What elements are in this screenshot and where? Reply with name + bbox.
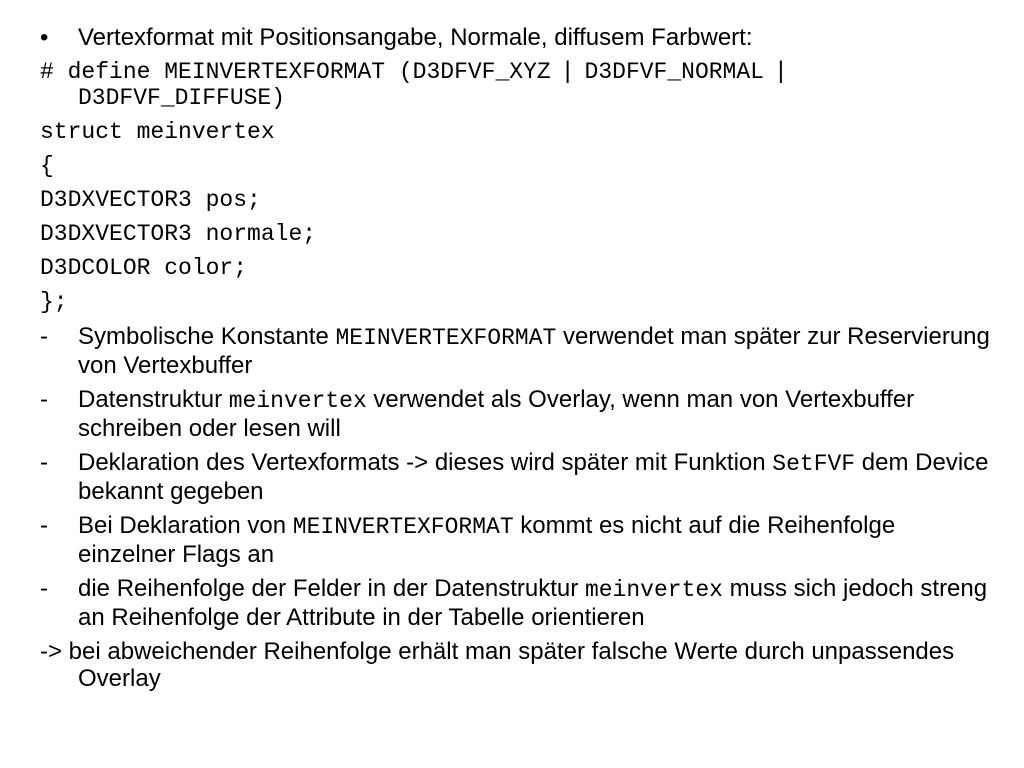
note-text: muss sich jedoch streng an Reihenfolge der Attribute in der Tabelle orientieren	[78, 575, 988, 631]
dash-marker: -	[40, 323, 48, 350]
flag-separator: |	[564, 57, 571, 84]
note-item	[40, 323, 990, 379]
bullet-marker: •	[40, 24, 49, 51]
code-open-brace: {	[40, 153, 54, 179]
note-code: MEINVERTEXFORMAT	[335, 325, 557, 351]
define-mid: D3DFVF_NORMAL	[570, 59, 778, 85]
code-field-normale: D3DXVECTOR3 normale;	[40, 221, 317, 247]
note-text: kommt es nicht auf die Reihenfolge einzelner Flags an	[78, 512, 896, 568]
note-item	[40, 449, 990, 505]
dash-marker: -	[40, 449, 48, 476]
note-code: MEINVERTEXFORMAT	[292, 514, 514, 540]
note-text: Bei Deklaration von	[78, 512, 293, 539]
note-item	[40, 512, 990, 568]
code-close-brace: };	[40, 289, 68, 315]
note-code: SetFVF	[772, 451, 856, 477]
dash-marker: -	[40, 575, 48, 602]
define-suffix: D3DFVF_DIFFUSE)	[78, 85, 286, 111]
note-item	[40, 386, 990, 442]
slide-content	[40, 24, 990, 699]
note-code: meinvertex	[584, 577, 723, 603]
note-text: die Reihenfolge der Felder in der Datenstruktur	[78, 575, 585, 602]
flag-separator: |	[777, 57, 785, 84]
note-text: dem Device bekannt gegeben	[78, 449, 989, 505]
note-text: verwendet als Overlay, wenn man von Vertexbuffer schreiben oder lesen will	[78, 386, 915, 442]
note-text: Deklaration des Vertexformats -> dieses wird später mit Funktion	[78, 449, 773, 476]
code-struct-decl: struct meinvertex	[40, 119, 275, 145]
note-text: Datenstruktur	[78, 386, 229, 413]
dash-marker: -	[40, 386, 48, 413]
intro-bullet	[40, 24, 990, 51]
note-text: Symbolische Konstante	[78, 323, 336, 350]
define-prefix: # define MEINVERTEXFORMAT (D3DFVF_XYZ	[40, 59, 565, 85]
intro-text: Vertexformat mit Positionsangabe, Normale, diffusem Farbwert:	[78, 24, 753, 51]
code-define-line	[40, 58, 990, 111]
code-field-color: D3DCOLOR color;	[40, 255, 248, 281]
conclusion-text: -> bei abweichender Reihenfolge erhält man später falsche Werte durch unpassendes Overlay	[40, 638, 955, 692]
note-item	[40, 575, 990, 631]
code-field-pos: D3DXVECTOR3 pos;	[40, 187, 261, 213]
note-code: meinvertex	[228, 388, 367, 414]
dash-marker: -	[40, 512, 48, 539]
note-text: verwendet man später zur Reservierung von Vertexbuffer	[78, 323, 990, 379]
